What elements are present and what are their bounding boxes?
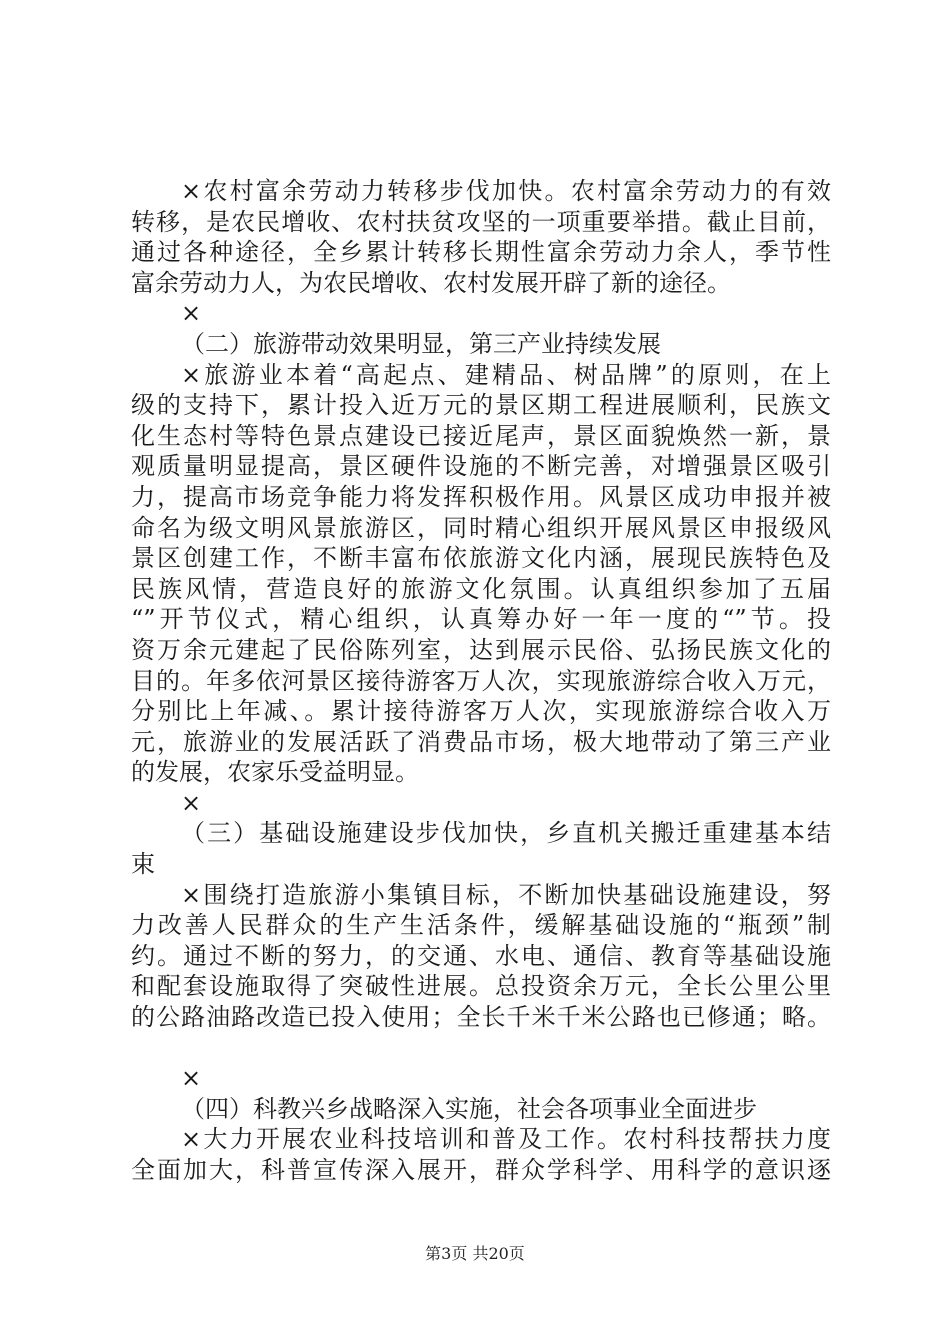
text-line: 化生态村等特色景点建设已接近尾声，景区面貌焕然一新，景	[131, 421, 831, 450]
text-line: ×大力开展农业科技培训和普及工作。农村科技帮扶力度	[181, 1125, 831, 1154]
text-line: ×农村富余劳动力转移步伐加快。农村富余劳动力的有效	[181, 177, 831, 205]
text-line: 景区创建工作，不断丰富布依旅游文化内涵，展现民族特色及	[131, 544, 831, 573]
text-line: 观质量明显提高，景区硬件设施的不断完善，对增强景区吸引	[131, 452, 831, 481]
text-line: 富余劳动力人，为农民增收、农村发展开辟了新的途径。	[131, 268, 731, 297]
text-line: 资万余元建起了民俗陈列室，达到展示民俗、弘扬民族文化的	[131, 635, 831, 664]
text-line: 的发展，农家乐受益明显。	[131, 758, 419, 787]
section-heading: （四）科教兴乡战略深入实施，社会各项事业全面进步	[181, 1094, 757, 1123]
text-line: 目的。年多依河景区接待游客万人次，实现旅游综合收入万元，	[131, 666, 831, 695]
text-line: 民族风情，营造良好的旅游文化氛围。认真组织参加了五届	[131, 574, 831, 603]
text-line: 分别比上年减、。累计接待游客万人次，实现旅游综合收入万	[131, 697, 831, 726]
text-line: 和配套设施取得了突破性进展。总投资余万元，全长公里公里	[131, 972, 831, 1001]
text-line: 约。通过不断的努力，的交通、水电、通信、教育等基础设施	[131, 941, 831, 970]
text-line: 元，旅游业的发展活跃了消费品市场，极大地带动了第三产业	[131, 727, 831, 756]
section-heading-continued: 束	[131, 850, 155, 879]
text-line: 级的支持下，累计投入近万元的景区期工程进展顺利，民族文	[131, 391, 831, 420]
text-line: ×围绕打造旅游小集镇目标，不断加快基础设施建设，努	[181, 880, 831, 909]
text-line: 命名为级文明风景旅游区，同时精心组织开展风景区申报级风	[131, 513, 831, 542]
text-line: “”开节仪式，精心组织，认真筹办好一年一度的“”节。投	[131, 605, 831, 634]
section-separator: ×	[181, 788, 202, 817]
blank-line	[131, 1033, 831, 1064]
page-footer	[0, 1244, 950, 1264]
text-line: 转移，是农民增收、农村扶贫攻坚的一项重要举措。截止目前，	[131, 207, 831, 236]
text-line: 全面加大，科普宣传深入展开，群众学科学、用科学的意识逐	[131, 1156, 831, 1184]
section-heading: （二）旅游带动效果明显，第三产业持续发展	[181, 329, 661, 358]
text-line: 的公路油路改造已投入使用；全长千米千米公路也已修通；略。	[131, 1003, 831, 1032]
page-number: 第3页 共20页	[425, 1244, 525, 1263]
text-line: ×旅游业本着“高起点、建精品、树品牌”的原则，在上	[181, 360, 831, 389]
section-separator: ×	[181, 299, 202, 328]
text-line: 力，提高市场竞争能力将发挥积极作用。风景区成功申报并被	[131, 482, 831, 511]
text-line: 通过各种途径，全乡累计转移长期性富余劳动力余人，季节性	[131, 238, 831, 267]
document-body	[131, 176, 831, 1186]
section-separator: ×	[181, 1064, 202, 1093]
text-line: 力改善人民群众的生产生活条件，缓解基础设施的“瓶颈”制	[131, 911, 831, 940]
section-heading: （三）基础设施建设步伐加快，乡直机关搬迁重建基本结	[181, 819, 831, 848]
